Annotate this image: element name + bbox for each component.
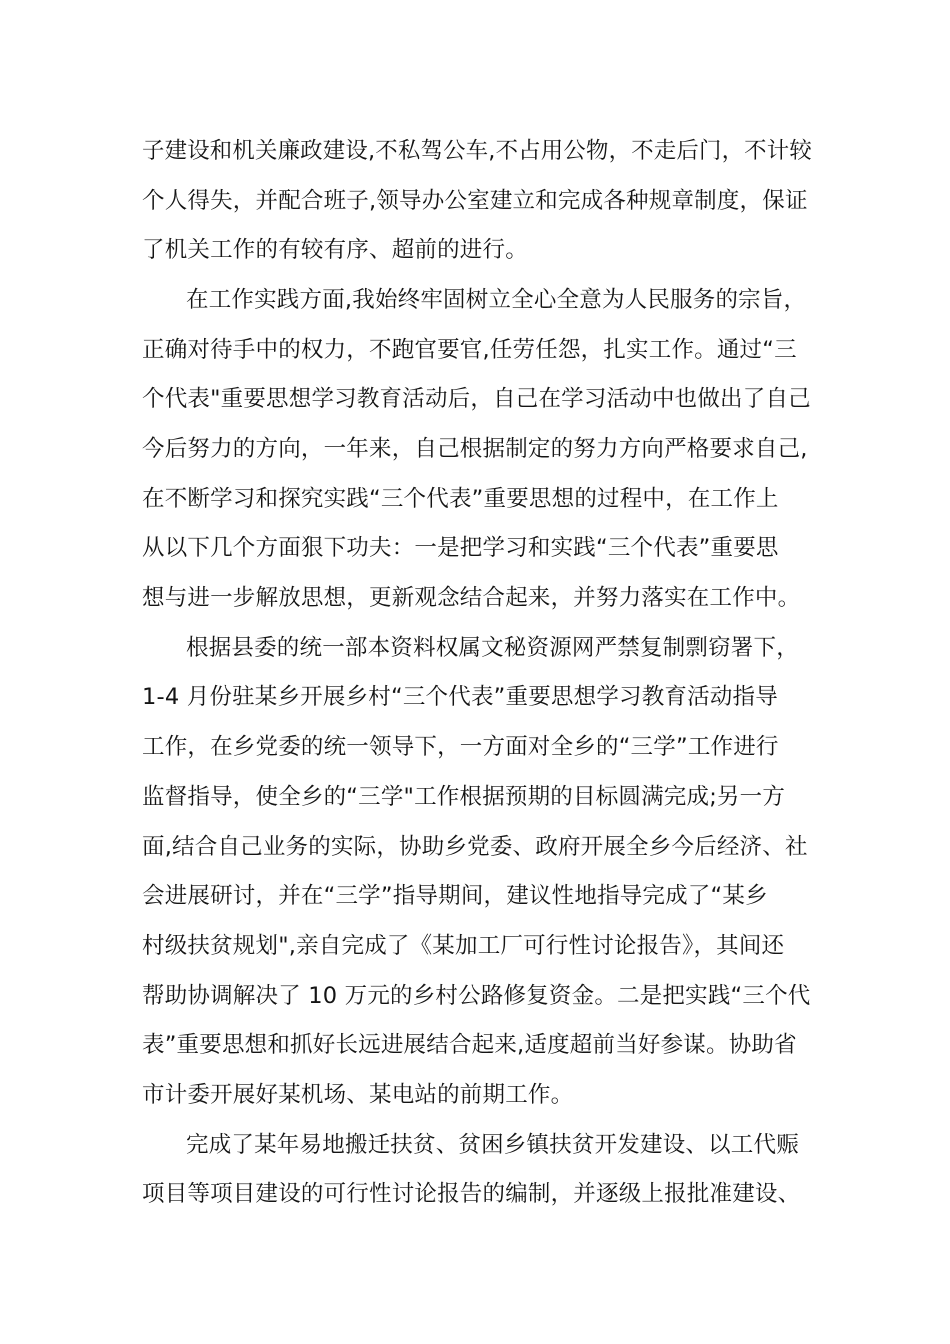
text-line: 市计委开展好某机场、某电站的前期工作。 xyxy=(142,1082,574,1108)
text-line: 会进展研讨，并在“三学”指导期间，建议性地指导完成了“某乡 xyxy=(142,883,768,909)
text-line: 正确对待手中的权力，不跑官要官,任劳任怨，扎实工作。通过“三 xyxy=(142,337,797,363)
text-line: 表”重要思想和抓好长远进展结合起来,适度超前当好参谋。协助省 xyxy=(142,1032,797,1058)
text-line: 想与进一步解放思想，更新观念结合起来，并努力落实在工作中。 xyxy=(142,585,801,611)
text-line: 1-4 月份驻某乡开展乡村“三个代表”重要思想学习教育活动指导 xyxy=(142,684,778,710)
text-line: 个人得失，并配合班子,领导办公室建立和完成各种规章制度，保证 xyxy=(142,188,808,214)
text-line: 子建设和机关廉政建设,不私驾公车,不占用公物，不走后门，不计较 xyxy=(142,138,812,164)
text-line: 帮助协调解决了 10 万元的乡村公路修复资金。二是把实践“三个代 xyxy=(142,983,811,1009)
text-line: 了机关工作的有较有序、超前的进行。 xyxy=(142,237,528,263)
paragraph-first-line: 在工作实践方面,我始终牢固树立全心全意为人民服务的宗旨， xyxy=(186,287,807,313)
text-line: 项目等项目建设的可行性讨论报告的编制，并逐级上报批准建设、 xyxy=(142,1181,801,1207)
text-line: 从以下几个方面狠下功夫：一是把学习和实践“三个代表”重要思 xyxy=(142,535,779,561)
text-line: 在不断学习和探究实践“三个代表”重要思想的过程中，在工作上 xyxy=(142,486,779,512)
text-line: 今后努力的方向，一年来，自己根据制定的努力方向严格要求自己, xyxy=(142,436,808,462)
paragraph-first-line: 完成了某年易地搬迁扶贫、贫困乡镇扶贫开发建设、以工代赈 xyxy=(186,1132,799,1158)
text-line: 工作，在乡党委的统一领导下，一方面对全乡的“三学”工作进行 xyxy=(142,734,779,760)
paragraph-first-line: 根据县委的统一部本资料权属文秘资源网严禁复制剽窃署下， xyxy=(186,635,799,661)
text-line: 面,结合自己业务的实际，协助乡党委、政府开展全乡今后经济、社 xyxy=(142,834,808,860)
text-line: 监督指导，使全乡的“三学"工作根据预期的目标圆满完成;另一方 xyxy=(142,784,786,810)
text-line: 村级扶贫规划",亲自完成了《某加工厂可行性讨论报告》，其间还 xyxy=(142,933,785,959)
text-line: 个代表"重要思想学习教育活动后，自己在学习活动中也做出了自己 xyxy=(142,386,811,412)
